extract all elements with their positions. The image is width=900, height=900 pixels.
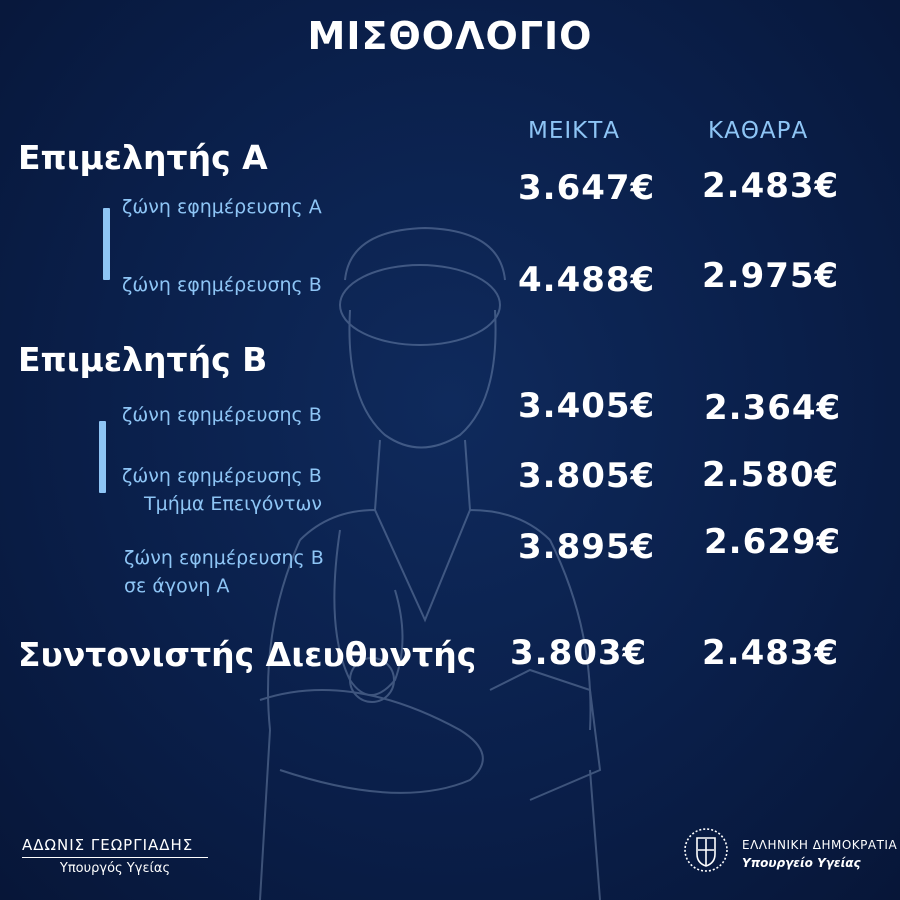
gross-value: 3.405€ — [518, 386, 656, 426]
net-value: 2.975€ — [702, 256, 840, 296]
net-value: 2.483€ — [702, 166, 840, 206]
section-title-coordinator-director: Συντονιστής Διευθυντής — [18, 635, 477, 674]
zone-label: ζώνη εφημέρευσης Β — [124, 547, 324, 569]
gross-value: 3.895€ — [518, 527, 656, 567]
section-bar-a — [103, 208, 110, 280]
gross-value: 4.488€ — [518, 260, 656, 300]
zone-label: ζώνη εφημέρευσης Β — [122, 404, 322, 426]
section-bar-b — [99, 421, 106, 493]
signature-role: Υπουργός Υγείας — [59, 861, 171, 876]
gross-value: 3.647€ — [518, 168, 656, 208]
section-title-epimelitis-a: Επιμελητής Α — [18, 138, 268, 177]
net-value: 2.364€ — [704, 388, 842, 428]
zone-label: ζώνη εφημέρευσης Α — [122, 196, 322, 218]
net-value: 2.580€ — [702, 455, 840, 495]
gross-value: 3.803€ — [510, 633, 648, 673]
net-value: 2.629€ — [704, 522, 842, 562]
net-value: 2.483€ — [702, 633, 840, 673]
signature-divider — [22, 857, 208, 858]
ministry-name: Υπουργείο Υγείας — [742, 856, 861, 870]
government-name: ΕΛΛΗΝΙΚΗ ΔΗΜΟΚΡΑΤΙΑ — [742, 838, 898, 852]
zone-sublabel: Τμήμα Επειγόντων — [144, 493, 322, 515]
signature-name: ΑΔΩΝΙΣ ΓΕΩΡΓΙΑΔΗΣ — [22, 836, 194, 854]
gross-value: 3.805€ — [518, 456, 656, 496]
section-title-epimelitis-b: Επιμελητής Β — [18, 340, 268, 379]
gross-column-header: ΜΕΙΚΤΑ — [528, 118, 621, 144]
net-column-header: ΚΑΘΑΡΑ — [708, 118, 809, 144]
zone-label: ζώνη εφημέρευσης Β — [122, 274, 322, 296]
zone-sublabel: σε άγονη Α — [124, 575, 230, 597]
page-title: ΜΙΣΘΟΛΟΓΙΟ — [307, 14, 593, 58]
greek-coat-of-arms-icon — [682, 826, 730, 874]
zone-label: ζώνη εφημέρευσης Β — [122, 465, 322, 487]
